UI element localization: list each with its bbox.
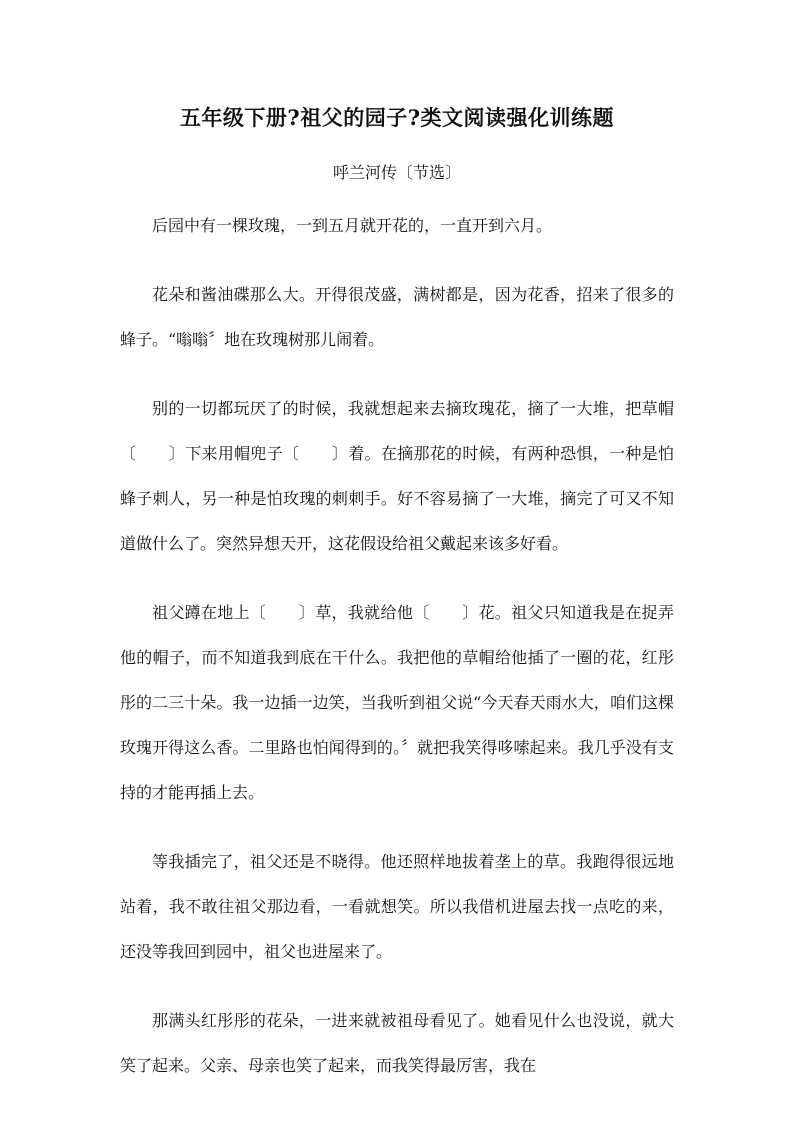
paragraph: 花朵和酱油碟那么大。开得很茂盛，满树都是，因为花香，招来了很多的蜂子。“嗡嗡〞地在玫瑰树那儿闹着。 [120, 285, 674, 349]
document-subtitle: 呼兰河传〔节选〕 [332, 163, 461, 182]
paragraph: 祖父蹲在地上〔 〕草，我就给他〔 〕花。祖父只知道我是在捉弄他的帽子，而不知道我到底在干什么。我把他的草帽给他插了一圈的花，红彤彤的二三十朵。我一边插一边笑，当我听到祖父说“今天春天雨水大，咱们这棵玫瑰开得这么香。二里路也怕闻得到的。〞就把我笑得哆嗦起来。我几乎没有支持的才能再插上去。 [120, 603, 674, 802]
paragraph: 那满头红彤彤的花朵，一进来就被祖母看见了。她看见什么也没说，就大笑了起来。父亲、母亲也笑了起来，而我笑得最厉害，我在 [120, 1011, 674, 1075]
paragraph: 后园中有一棵玫瑰，一到五月就开花的，一直开到六月。 [152, 216, 553, 235]
paragraph: 别的一切都玩厌了的时候，我就想起来去摘玫瑰花，摘了一大堆，把草帽〔 〕下来用帽兜子〔 〕着。在摘那花的时候，有两种恐惧，一种是怕蜂子刺人，另一种是怕玫瑰的刺刺手。好不容易摘了一大堆，摘完了可又不知道做什么了。突然异想天开，这花假设给祖父戴起来该多好看。 [120, 399, 674, 553]
document-title: 五年级下册?祖父的园子?类文阅读强化训练题 [179, 105, 615, 130]
document-body [120, 203, 674, 1112]
paragraph: 等我插完了，祖父还是不晓得。他还照样地拔着垄上的草。我跑得很远地站着，我不敢往祖父那边看，一看就想笑。所以我借机进屋去找一点吃的来，还没等我回到园中，祖父也进屋来了。 [120, 852, 674, 961]
